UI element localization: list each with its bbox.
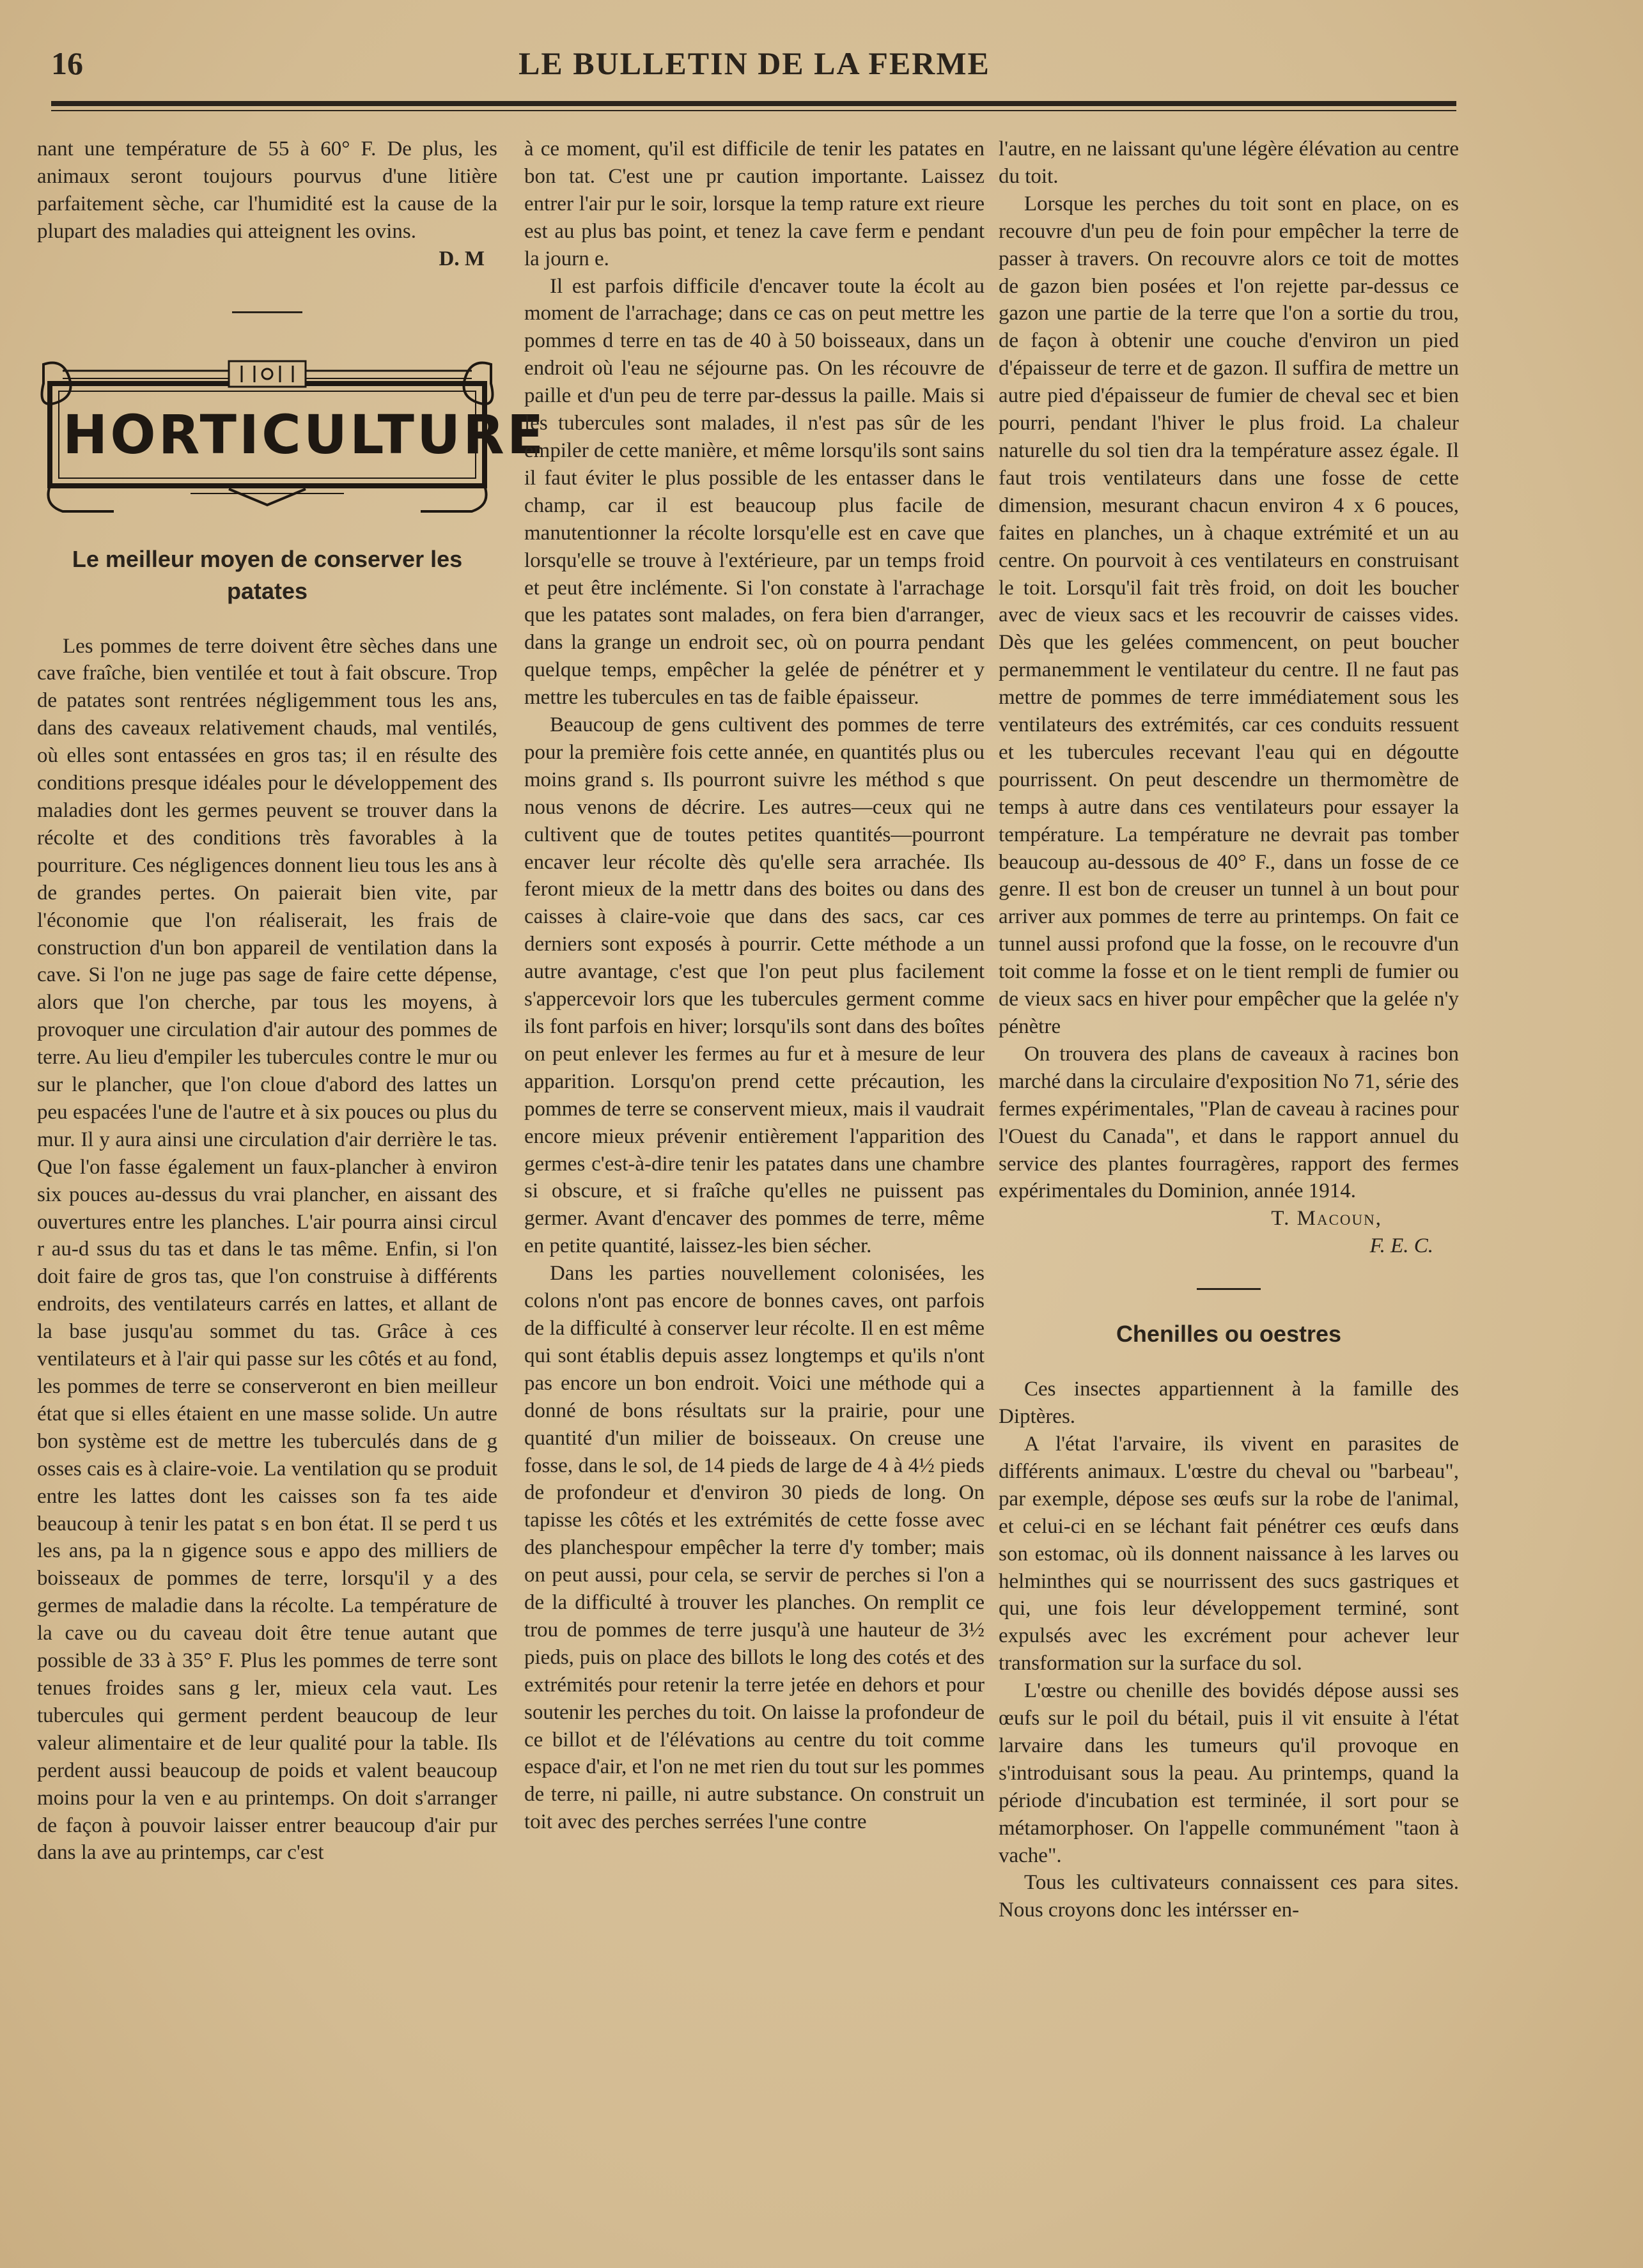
previous-article-ending: nant une température de 55 à 60° F. De plus, les animaux seront toujours pourvus d'une litière parfaitement sèche, car l'humidité est la cause de la plupart des maladies qui atteignent les ovins. xyxy=(37,137,497,243)
article-paragraph: Dans les parties nouvellement colonisées, les colons n'ont pas encore de bonnes caves, ont parfois de la difficulté à conserver leur récolte. Il en est même qui sont établis depuis assez longtemps et qu'ils n'ont pas encore un bon endroit. Voici une méthode qui a donné de bons résultats sur la prairie, pour une quantité d'un milier de boisseaux. On creuse une fosse, dans le sol, de 14 pieds de large de 4 à 4½ pieds de profondeur et d'environ 30 pieds de long. On tapisse les côtés et les extrémités de cette fosse avec des planchespour empêcher la terre d'y tomber; mais on peut aussi, pour cela, se servir de perches si l'on a de la difficulté à trouver les planches. On remplit ce trou de pommes de terre jusqu'à une hauteur de 3½ pieds, puis on place des billots le long des cotés et des extrémités pour retenir la terre jetée en dehors et pour soutenir les perches du toit. On laisse la profondeur de ce billot et de l'élévations au centre du toit comme espace d'air, et l'on ne met rien du tout sur les pommes de terre, ni paille, ni autre substance. On construit un toit avec des perches serrées l'une contre xyxy=(524,1262,985,1834)
article-title: Le meilleur moyen de conserver les patates xyxy=(72,545,463,604)
article-paragraph: Il est parfois difficile d'encaver toute la écolt au moment de l'arrachage; dans ce cas on peut mettre les pommes d terre en tas de 40 à 50 boisseaux, dans un endroit où l'eau ne séjourne pas. On les récouvre de paille et d'un peu de terre par-dessus la paille. Mais si les tubercules sont malades, il n'est pas sûr de les empiler de cette manière, et même lorsqu'ils sont sains il faut éviter le plus possible de les entasser dans le champ, car il est beaucoup plus facile de manutentionner la récolte lorsqu'elle est en cave que lorsqu'elle se trouve à l'extérieure, par un temps froid et peut être inclémente. Si l'on constate à l'arrachage que les patates sont malades, on fera bien d'arranger, dans la grange un endroit sec, où on pourra pendant quelque temps, empêcher la gelée de pénétrer et y mettre les tubercules en tas de faible épaisseur. xyxy=(524,274,985,710)
article-paragraph: Tous les cultivateurs connaissent ces para sites. Nous croyons donc les intérsser en- xyxy=(999,1871,1459,1922)
article-divider xyxy=(1197,1288,1261,1290)
page-number: 16 xyxy=(51,45,83,81)
column-1 xyxy=(37,136,547,1867)
article-paragraph: à ce moment, qu'il est difficile de tenir les patates en bon tat. C'est une pr caution importante. Laissez entrer l'air pur le soir, lorsque la temp rature ext rieure est au plus bas point, et tenez la cave ferm e pendant la journ e. xyxy=(524,137,985,270)
article-paragraph: Les pommes de terre doivent être sèches dans une cave fraîche, bien ventilée et tout à fait obscure. Trop de patates sont rentrées négligemment tous les ans, dans des caveaux relativement chauds, mal ventilés, où elles sont entassées en gros tas; il en résulte des conditions presque idéales pour le développement des maladies dont les germes peuvent se trouver dans la récolte et des conditions très favorables à la pourriture. Ces négligences donnent lieu tous les ans à de grandes pertes. On paierait bien vite, par l'économie que l'on réaliserait, les frais de construction d'un bon appareil de ventilation dans la cave. Si l'on ne juge pas sage de faire cette dépense, alors que l'on cherche, par tous les moyens, à provoquer une circulation d'air autour des pommes de terre. Au lieu d'empiler les tubercules contre le mur ou sur le plancher, que l'on cloue d'abord des lattes un peu espacées l'une de l'autre et à six pouces ou plus du mur. Il y aura ainsi une circulation d'air derrière le tas. Que l'on fasse également un faux-plancher à environ six pouces au-dessus du vrai plancher, en aissant des ouvertures entre les planches. L'air pourra ainsi circul r au-d ssus du tas et dans le tas même. Enfin, si l'on doit faire de gros tas, que l'on construise à différents endroits, des ventilateurs carrés en lattes, et allant de la base jusqu'au sommet du tas. Grâce à ces ventilateurs et à l'air qui passe sur les côtés et au fond, les pommes de terre se conserveront en bien meilleur état que si elles étaient en une masse solide. Un autre bon système est de mettre les tuberculés dans de g osses cais es à claire-voie. La ventilation qu se produit entre les lattes dont les caisses son fa tes aide beaucoup à tenir les patat s en bon état. Il se perd t us les ans, pa la n gigence sous e appo des milliers de boisseaux de pommes de terre, lorsqu'il y a des germes de maladie dans la récolte. La température de la cave ou du caveau doit être tenue autant que possible de 33 à 35° F. Plus les pommes de terre sont tenues froides sans g ler, mieux cela vaut. Les tubercules qui germent perdent beaucoup de leur valeur alimentaire et de leur qualité pour la table. Ils perdent aussi beaucoup de poids et valent beaucoup moins pour la ven e au printemps. On doit s'arranger de façon à pouvoir laisser entrer beaucoup d'air pur dans la ave au printemps, car c'est xyxy=(37,634,497,1865)
page-header xyxy=(51,38,1458,121)
article-author: T. Macoun, xyxy=(1271,1207,1382,1231)
article-paragraph: Beaucoup de gens cultivent des pommes de terre pour la première fois cette année, en quantités plus ou moins grand s. Ils pourront suivre les méthod s que nous venons de décrire. Les autres—ceux qui ne cultivent que de toutes petites quantités—pourront encaver leur récolte dès qu'elle sera arrachée. Ils feront mieux de la mettr dans des boites ou dans des caisses à claire-voie que dans des sacs, car ces derniers sont exposés à pourrir. Cette méthode a un autre avantage, c'est que l'on peut plus facilement s'appercevoir lors que les tubercules germent comme ils font parfois en hiver; lorsqu'ils sont dans des boîtes on peut enlever les fermes au fur et à mesure de leur apparition. Lorsqu'on prend cette précaution, les pommes de terre se conservent mieux, mais il vaudrait encore mieux prévenir entièrement l'apparition des germes c'est-à-dire tenir les patates dans une chambre si obscure, et si fraîche qu'elles ne puissent pas germer. Avant d'encaver des pommes de terre, même en petite quantité, laissez-les bien sécher. xyxy=(524,713,985,1258)
article-divider xyxy=(232,311,302,313)
horticulture-banner xyxy=(37,352,547,518)
header-rule-thin xyxy=(51,110,1456,111)
article-paragraph: L'œstre ou chenille des bovidés dépose aussi ses œufs sur le poil du bétail, puis il vit ensuite à l'état larvaire dans les tumeurs qu'il provoque en s'introduisant sous la peau. Au printemps, quand la période d'incubation est terminée, il sort pour se métamorphoser. On l'appelle communément "taon à vache". xyxy=(999,1679,1459,1867)
header-rule xyxy=(51,101,1456,106)
article-author-affiliation: F. E. C. xyxy=(1369,1234,1433,1258)
column-2 xyxy=(524,136,985,1836)
article-paragraph: Lorsque les perches du toit sont en place, on es recouvre d'un peu de foin pour empêcher la terre de passer à travers. On recouvre alors ce toit de mottes de gazon bien posées et l'on rejette par-dessus ce gazon une partie de la terre que l'on a sortie du trou, de façon à obtenir une couche d'environ un pied d'épaisseur de terre et de gazon. Il suffira de mettre un autre pied d'épaisseur de fumier de cheval sec et bien pourri, pendant l'hiver le plus froid. La chaleur naturelle du sol tien dra la température assez égale. Il faut trois ventilateurs dans une fosse de cette dimension, mesurant chacun environ 4 x 6 pouces, faites en planches, un à chaque extrémité et un au centre. On pourvoit à ces ventilateurs en construisant le toit. Lorsqu'il fait très froid, on doit les boucher avec de vieux sacs et les recouvrir de caisses vides. Dès que les gelées commencent, on peut boucher permanemment le ventilateur du centre. Il ne faut pas mettre de pommes de terre immédiatement sous les ventilateurs des extrémités, car ces conduits ressuent et les tubercules recevant l'eau qui en dégoutte pourrissent. On peut descendre un thermomètre de temps à autre dans ces ventilateurs pour essayer la température. La température ne devrait pas tomber beaucoup au-dessous de 40° F., dans un fosse de ce genre. Il est bon de creuser un tunnel à un bout pour arriver aux pommes de terre au printemps. On fait ce tunnel aussi profond que la fosse, on le recouvre d'un toit comme la fosse et on le tient rempli de fumier ou de vieux sacs en hiver pour empêcher que la gelée n'y pénètre xyxy=(999,192,1459,1038)
masthead-title: LE BULLETIN DE LA FERME xyxy=(518,45,990,81)
article-paragraph: A l'état l'arvaire, ils vivent en parasites de différents animaux. L'œstre du cheval ou "barbeau", par exemple, dépose ses œufs sur la robe de l'animal, et celui-ci en se léchant fait pénétrer ces œufs dans son estomac, où ils donnent naissance à les larves ou helminthes qui se nourrissent des sucs gastriques et qui, une fois leur développement terminé, sont expulsés avec les excrément pour achever leur transformation sur la surface du sol. xyxy=(999,1432,1459,1675)
column-3 xyxy=(999,136,1459,1924)
article-title: Chenilles ou oestres xyxy=(1116,1321,1342,1348)
previous-article-signature: D. M xyxy=(439,247,485,270)
article-paragraph: On trouvera des plans de caveaux à racines bon marché dans la circulaire d'exposition No 71, série des fermes expérimentales, "Plan de caveau à racines pour l'Ouest du Canada", et dans le rapport annuel du service des plantes fourragères, rapport des fermes expérimentales du Dominion, année 1914. xyxy=(999,1042,1459,1203)
banner-title: HORTICULTURE xyxy=(63,403,547,466)
article-paragraph: l'autre, en ne laissant qu'une légère élévation au centre du toit. xyxy=(999,137,1459,188)
article-paragraph: Ces insectes appartiennent à la famille des Diptères. xyxy=(999,1378,1459,1429)
